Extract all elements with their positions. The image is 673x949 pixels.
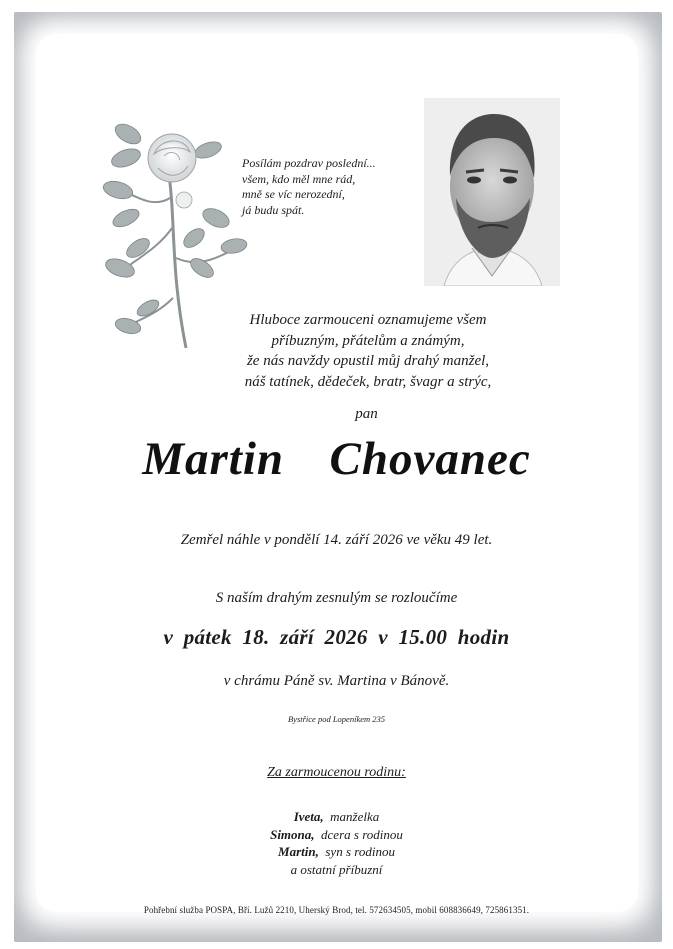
- family-member: [0, 808, 673, 826]
- poem-line: všem, kdo měl mne rád,: [242, 171, 356, 186]
- family-member: [0, 826, 673, 844]
- member-relation: dcera s rodinou: [321, 826, 403, 842]
- portrait-photo: [424, 98, 560, 286]
- family-heading-text: Za zarmoucenou rodinu:: [267, 765, 406, 780]
- member-relation: syn s rodinou: [325, 844, 395, 859]
- family-heading: [0, 765, 673, 781]
- deceased-name: Martin Chovanec: [142, 433, 531, 485]
- funeral-service-footer: Pohřební služba POSPA, Bří. Lužů 2210, Uherský Brod, tel. 572634505, mobil 608836649, 725861351.: [143, 905, 530, 915]
- announcement-line: že nás navždy opustil můj drahý manžel,: [246, 353, 490, 369]
- announcement-line: příbuzným, přátelům a známým,: [271, 332, 465, 349]
- poem-line: já budu spát.: [242, 202, 305, 217]
- poem: [242, 156, 422, 218]
- member-name: Simona,: [270, 826, 315, 842]
- funeral-location: v chrámu Páně sv. Martina v Bánově.: [223, 673, 450, 689]
- announcement-text: [200, 310, 536, 392]
- family-member: [0, 843, 673, 861]
- death-info: Zemřel náhle v pondělí 14. září 2026 ve věku 49 let.: [180, 532, 493, 548]
- member-relation: manželka: [330, 809, 380, 824]
- farewell-intro: S naším drahým zesnulým se rozloučíme: [215, 590, 458, 606]
- family-list: [0, 808, 673, 878]
- funeral-datetime: v pátek 18. září 2026 v 15.00 hodin: [163, 625, 510, 649]
- member-name: Iveta,: [293, 809, 324, 824]
- honorific: pan: [355, 406, 378, 422]
- family-address: Bystřice pod Lopeníkem 235: [287, 714, 386, 724]
- poem-line: Posílám pozdrav poslední...: [242, 156, 376, 170]
- poem-line: mně se víc nerozední,: [242, 187, 345, 201]
- member-name: Martin,: [278, 844, 319, 859]
- announcement-line: Hluboce zarmouceni oznamujeme všem: [249, 312, 487, 328]
- announcement-line: náš tatínek, dědeček, bratr, švagr a strýc,: [244, 373, 492, 390]
- other-relatives: a ostatní příbuzní: [290, 861, 383, 877]
